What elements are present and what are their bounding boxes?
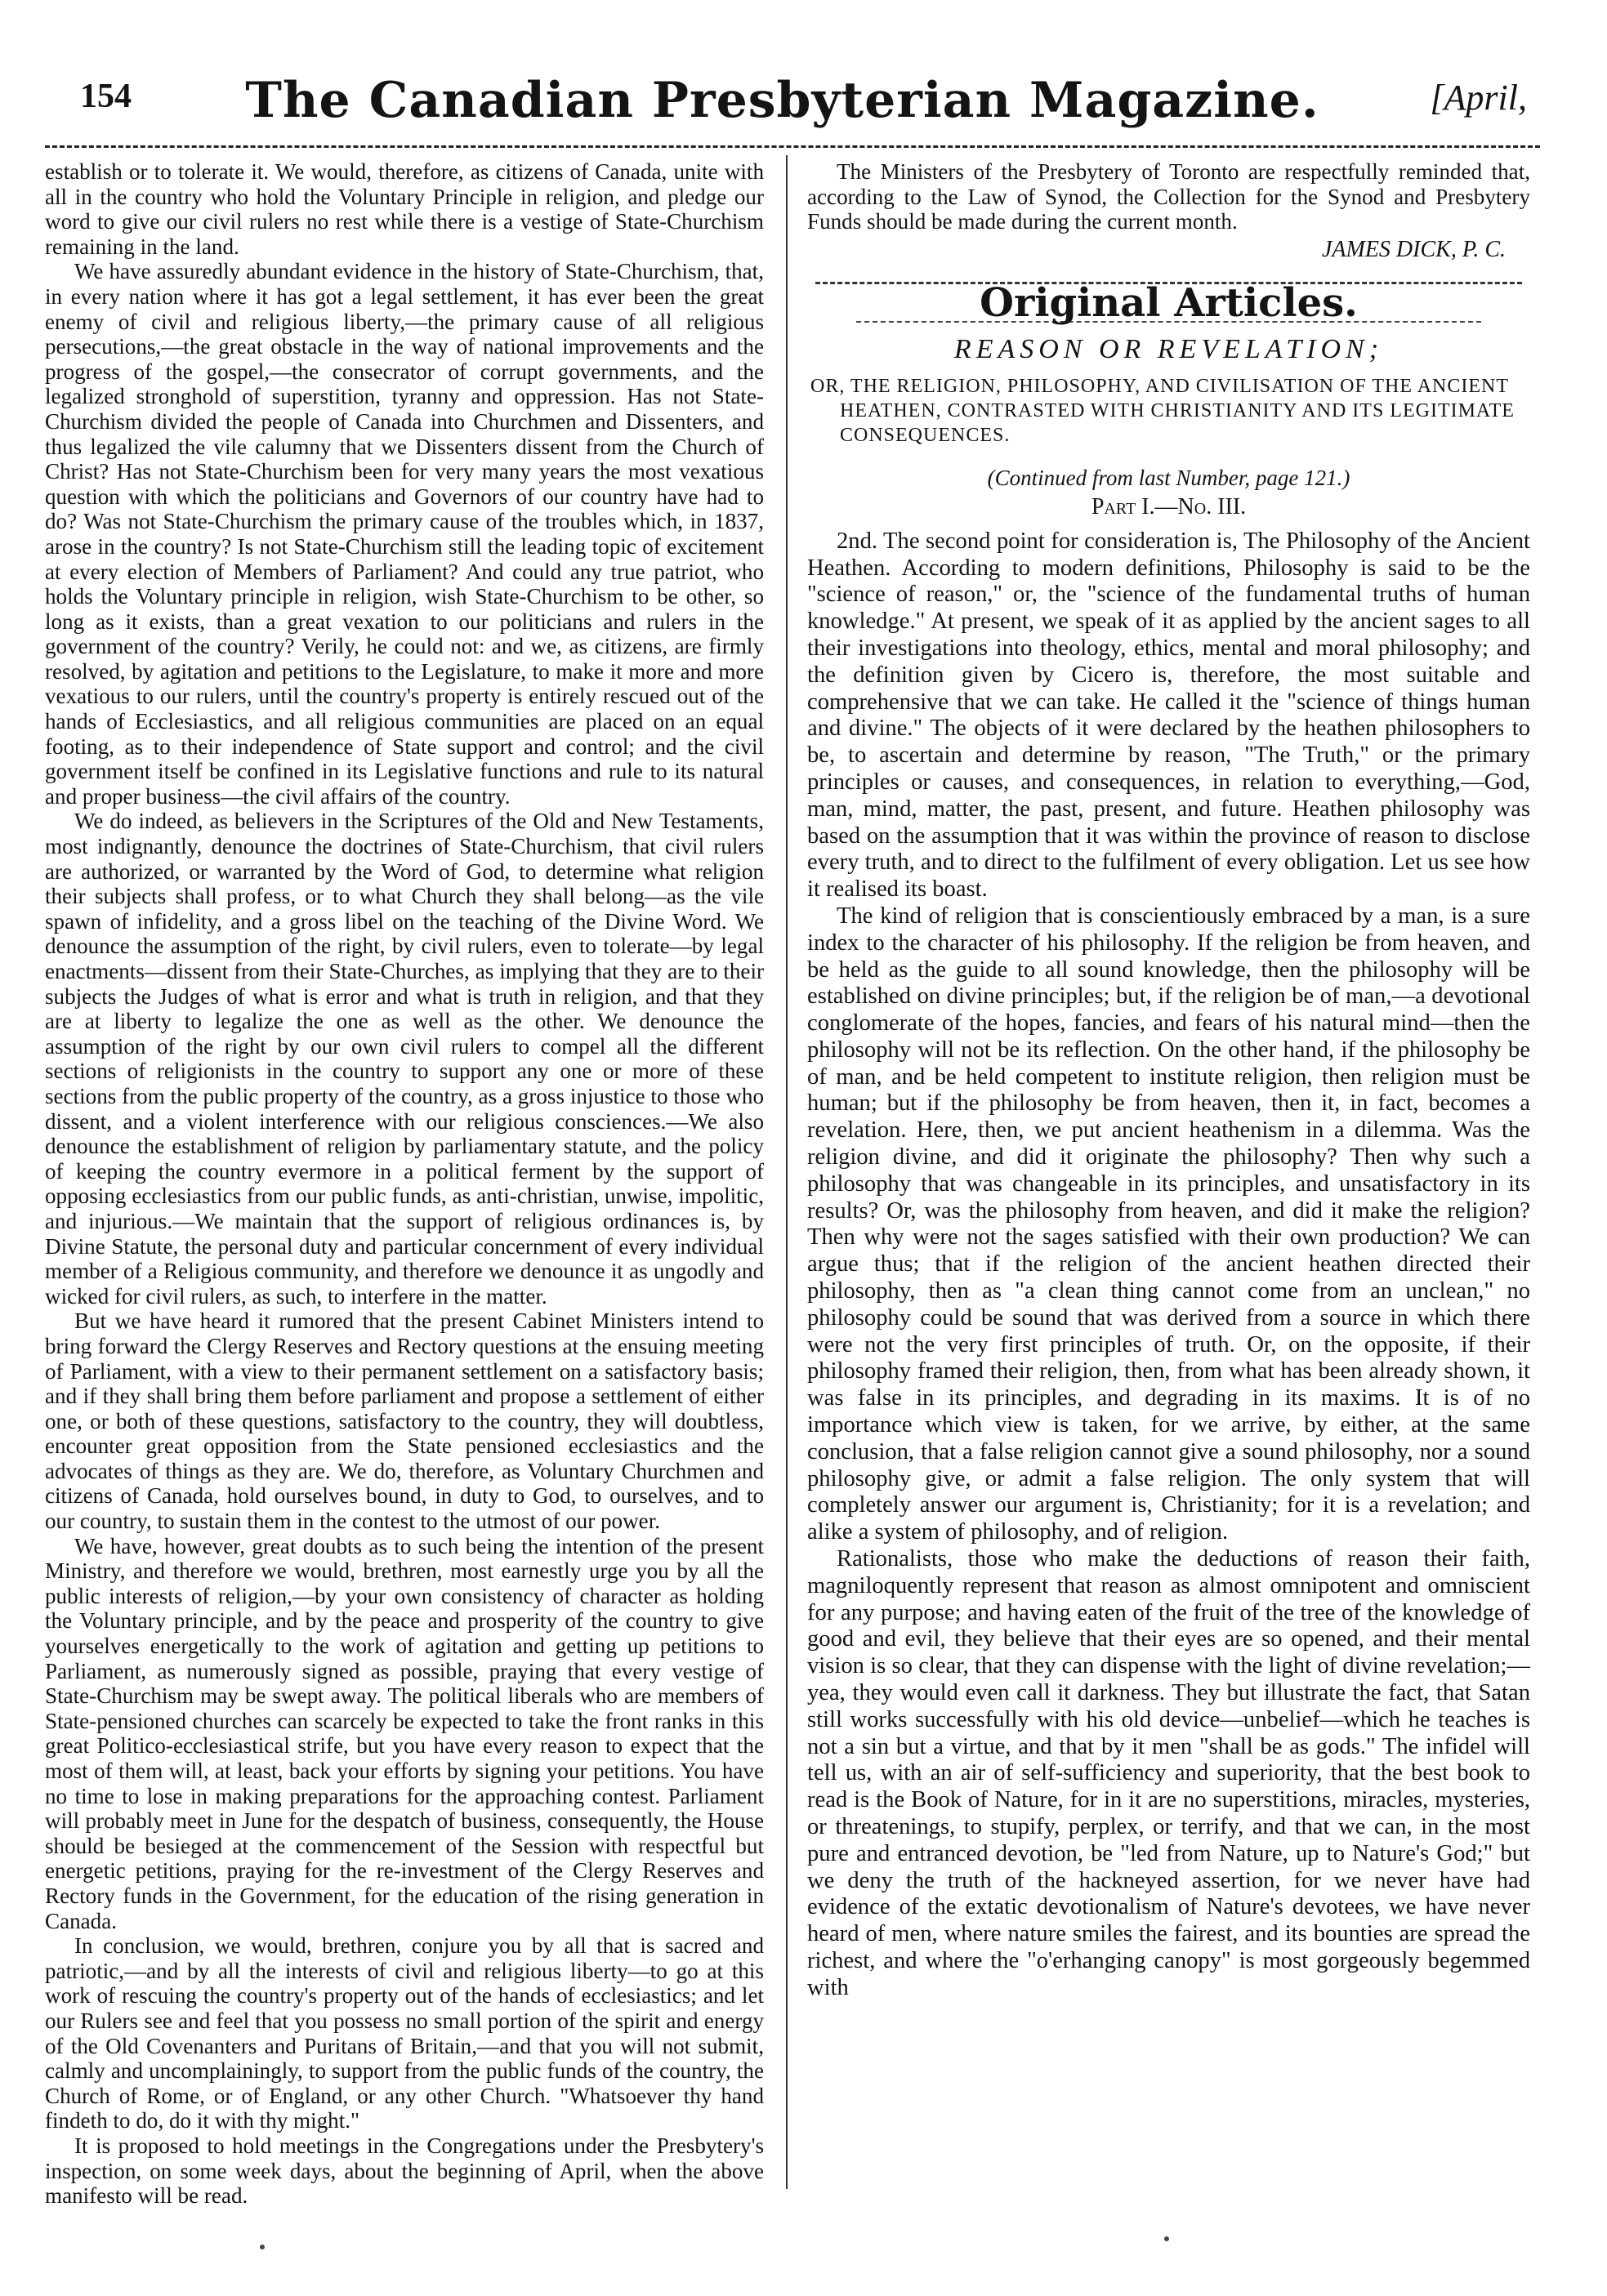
paragraph: We have assuredly abundant evidence in the history of State-Churchism, that, in every nation where it has got a legal settlement, it has ever been the great enemy of civil and religious liberty,—the primary cause of all religious persecutions,—the great obstacle in the way of national improvements and the progress of the gospel,—the consecrator of corrupt governments, and the legalized stronghold of superstition, tyranny and oppression. Has not State-Churchism divided the people of Canada into Churchmen and Dissenters, and thus legalized the vile calumny that we Dissenters dissent from the Church of Christ? Has not State-Churchism been for very many years the most vexatious question with which the politicians and Governors of our country have had to do? Was not State-Churchism the primary cause of the troubles which, in 1837, arose in the country? Is not State-Churchism still the leading topic of excitement at every election of Members of Parliament? And could any true patriot, who holds the Voluntary principle in religion, wish State-Churchism to be other, so long as it exists, than a great vexation to our politicians and rulers in the government of the country? Verily, he could not: and we, as citizens, are firmly resolved, by agitation and petitions to the Legislature, to make it more and more vexatious to our rulers, until the country's property is entirely rescued out of the hands of Ecclesiastics, and all religious communities are placed on an equal footing, as to their independence of State support and control; and the civil government itself be confined in its Legislative functions and rule to its natural and proper business—the civil affairs of the country. [45,259,764,809]
article-title: REASON OR REVELATION; [953,333,1384,364]
left-column [45,159,764,2209]
journal-title: The Canadian Presbyterian Magazine. [245,72,1319,129]
paragraph: 2nd. The second point for consideration is, The Philosophy of the Ancient Heathen. According to modern definitions, Philosophy is said to be the "science of reason," or, the "science of the fundamental truths of human knowledge." At present, we speak of it as applied by the ancient sages to all their investigations into theology, ethics, mental and moral philosophy; and the definition given by Cicero is, therefore, the most suitable and comprehensive that we can take. He called it the "science of things human and divine." The objects of it were declared by the heathen philosophers to be, to ascertain and determine by reason, "The Truth," or the primary principles or causes, and consequences, in relation to everything,—God, man, mind, matter, the past, present, and future. Heathen philosophy was based on the assumption that it was within the province of reason to disclose every truth, and to direct to the fulfilment of every obligation. Let us see how it realised its boast. [807,528,1530,903]
paragraph: Rationalists, those who make the deductions of reason their faith, magniloquently represent that reason as almost omnipotent and omniscient for any purpose; and having eaten of the fruit of the tree of the knowledge of good and evil, they believe that their eyes are so opened, and their mental vision is so clear, that they can dispense with the light of divine revelation;—yea, they would even call it darkness. They but illustrate the fact, that Satan still works successfully with his old device—unbelief—which he teaches is not a sin but a virtue, and that by it men "shall be as gods." The infidel will tell us, with an air of self-sufficiency and superiority, that the best book to read is the Book of Nature, for in it are no superstitions, miracles, mysteries, or threatenings, to stupify, perplex, or terrify, and that we can, in the most pure and entranced devotion, be "led from Nature, up to Nature's God;" but we deny the truth of the hackneyed assertion, for we never have had evidence of the extatic devotionalism of Nature's devotees, we have never heard of men, where nature smiles the fairest, and its bounties are spread the richest, and where the "o'erhanging canopy" is most gorgeously begemmed with [807,1546,1530,2000]
print-speck [260,2245,265,2249]
column-divider [786,155,788,2189]
paragraph: But we have heard it rumored that the present Cabinet Ministers intend to bring forward the Clergy Reserves and Rectory questions at the ensuing meeting of Parliament, with a view to their permanent settlement on a satisfactory basis; and if they shall bring them before parliament and propose a settlement of either one, or both of these questions, satisfactory to the country, they will doubtless, encounter great opposition from the State pensioned ecclesiastics and the advocates of things as they are. We do, therefore, as Voluntary Churchmen and citizens of Canada, hold ourselves bound, in duty to God, to ourselves, and to our country, to sustain them in the contest to the utmost of our power. [45,1308,764,1534]
right-column [807,159,1530,2238]
section-heading: Original Articles. [980,280,1358,327]
article-body [807,528,1530,2002]
part-number: Part I.—No. III. [1091,494,1247,520]
paragraph: The kind of religion that is conscientiously embraced by a man, is a sure index to the character of his philosophy. If the religion be from heaven, and be held as the guide to all sound knowledge, then the philosophy will be established on divine principles; but, if the religion be of man,—a devotional conglomerate of the hopes, fancies, and fears of his natural mind—then the philosophy will not be its reflection. On the other hand, if the philosophy be of man, and be held competent to institute religion, then religion must be human; but if the philosophy be from heaven, then it, in fact, becomes a revelation. Here, then, we put ancient heathenism in a dilemma. Was the religion divine, and did it originate the philosophy? Then why such a philosophy that was changeable in its principles, and unsatisfactory in its results? Or, was the philosophy from heaven, and did it make the religion? Then why were not the sages satisfied with their own production? We can argue thus; that if the religion of the ancient heathen directed their philosophy, then as "a clean thing cannot come from an unclean," no philosophy could be sound that was derived from a source in which there were not the very first principles of truth. Or, on the opposite, if their philosophy framed their religion, then, from what has been already shown, it was false in its principles, and degrading in its maxims. It is of no importance which view is taken, for we arrive, by either, at the same conclusion, that a false religion cannot give a sound philosophy, nor a sound philosophy give, or admit a false religion. The only system that will completely answer our argument is, Christianity; for it is a revelation; and alike a system of philosophy, and of religion. [807,903,1530,1545]
paragraph: establish or to tolerate it. We would, therefore, as citizens of Canada, unite with all in the country who hold the Voluntary Principle in religion, and pledge our word to give our civil rulers no rest while there is a vestige of State-Churchism remaining in the land. [45,159,764,259]
paragraph: We do indeed, as believers in the Scriptures of the Old and New Testaments, most indignantly, denounce the doctrines of State-Churchism, that civil rulers are authorized, or warranted by the Word of God, to determine what religion their subjects shall profess, or to what Church they shall belong—as the vile spawn of infidelity, and a gross libel on the teaching of the Divine Word. We denounce the assumption of the right, by civil rulers, even to tolerate—by legal enactments—dissent from their State-Churches, as implying that they are to their subjects the Judges of what is error and what is truth in religion, and that they are at liberty to legalize the one as well as the other. We denounce the assumption of the right by our own civil rulers to compel all the different sections of religionists in the country to support any one or more of these sections from the public property of the country, as a gross injustice to those who dissent, and a violent interference with our religious consciences.—We also denounce the establishment of religion by parliamentary statute, and the policy of keeping the country evermore in a political ferment by the support of opposing ecclesiastics from our public funds, as anti-christian, unwise, impolitic, and injurious.—We maintain that the support of religious ordinances is, by Divine Statute, the personal duty and particular concernment of every individual member of a Religious community, and therefore we denounce it as ungodly and wicked for civil rulers, as such, to interfere in the matter. [45,809,764,1308]
page-number: 154 [80,78,132,115]
paragraph: In conclusion, we would, brethren, conjure you by all that is sacred and patriotic,—and by all the interests of civil and religious liberty—to go at this work of rescuing the country's property out of the hands of ecclesiastics; and let our Rulers see and feel that you possess no small portion of the spirit and energy of the Old Covenanters and Puritans of Britain,—and that you will not submit, calmly and uncomplainingly, to support from the public funds of the country, the Church of Rome, or of England, or any other Church. "Whatsoever thy hand findeth to do, do it with thy might." [45,1933,764,2133]
running-header [33,72,1532,139]
synod-notice: The Ministers of the Presbytery of Toronto are respectfully reminded that, according to the Law of Synod, the Collection for the Synod and Presbytery Funds should be made during the current month. [807,159,1530,234]
signature: JAMES DICK, P. C. [1321,236,1506,262]
paragraph: We have, however, great doubts as to such being the intention of the present Ministry, and therefore we would, brethren, most earnestly urge you by all the public interests of religion,—by your own consistency of character as holding the Voluntary principle, and by the peace and prosperity of the country to give yourselves energetically to the work of agitation and getting up petitions to Parliament, as numerously signed as possible, praying that every vestige of State-Churchism may be swept away. The political liberals who are members of State-pensioned churches can scarcely be expected to take the front ranks in this great Politico-ecclesiastical strife, but you have every reason to expect that the most of them will, at least, back your efforts by signing your petitions. You have no time to lose in making preparations for the approaching contest. Parliament will probably meet in June for the despatch of business, consequently, the House should be besieged at the commencement of the Session with respectful but energetic petitions, praying for the re-investment of the Clergy Reserves and Rectory funds in the Government, for the education of the rising generation in Canada. [45,1533,764,1933]
article-subtitle: OR, THE RELIGION, PHILOSOPHY, AND CIVILISATION OF THE ANCIENT HEATHEN, CONTRASTED WITH CHRISTIANITY AND ITS LEGITIMATE CONSEQUENCES. [810,375,1515,446]
paragraph: It is proposed to hold meetings in the Congregations under the Presbytery's inspection, on some week days, about the beginning of April, when the above manifesto will be read. [45,2133,764,2209]
issue-month: [April, [1430,78,1527,118]
header-rule [45,145,1540,148]
continued-note: (Continued from last Number, page 121.) [987,465,1350,490]
print-speck [1164,2236,1169,2241]
